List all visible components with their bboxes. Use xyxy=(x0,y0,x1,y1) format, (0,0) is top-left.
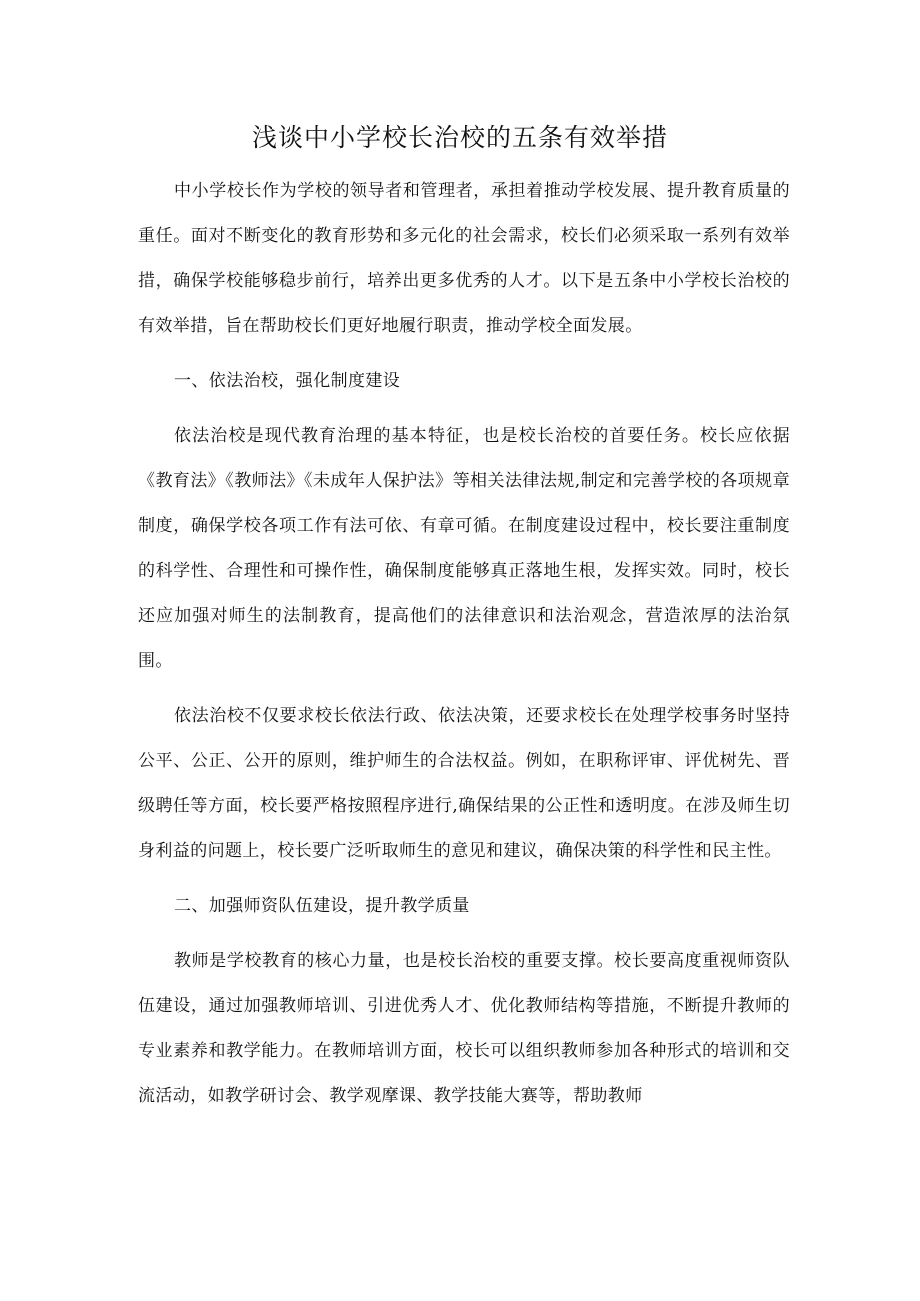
section-2-paragraph-1: 教师是学校教育的核心力量，也是校长治校的重要支撑。校长要高度重视师资队伍建设，通过加强教师培训、引进优秀人才、优化教师结构等措施，不断提升教师的专业素养和教学能力。在教师培训方面，校长可以组织教师参加各种形式的培训和交流活动，如教学研讨会、教学观摩课、教学技能大赛等，帮助教师 xyxy=(138,951,790,1106)
section-1-paragraph-1: 依法治校是现代教育治理的基本特征，也是校长治校的首要任务。校长应依据《教育法》《教师法》《未成年人保护法》等相关法律法规,制定和完善学校的各项规章制度，确保学校各项工作有法可依、有章可循。在制度建设过程中，校长要注重制度的科学性、合理性和可操作性，确保制度能够真正落地生根，发挥实效。同时，校长还应加强对师生的法制教育，提高他们的法律意识和法治观念，营造浓厚的法治氛围。 xyxy=(138,426,790,671)
section-1-paragraph-2: 依法治校不仅要求校长依法行政、依法决策，还要求校长在处理学校事务时坚持公平、公正、公开的原则，维护师生的合法权益。例如，在职称评审、评优树先、晋级聘任等方面，校长要严格按照程序进行,确保结果的公正性和透明度。在涉及师生切身利益的问题上，校长要广泛听取师生的意见和建议，确保决策的科学性和民主性。 xyxy=(138,706,790,861)
intro-paragraph: 中小学校长作为学校的领导者和管理者，承担着推动学校发展、提升教育质量的重任。面对不断变化的教育形势和多元化的社会需求，校长们必须采取一系列有效举措，确保学校能够稳步前行，培养出更多优秀的人才。以下是五条中小学校长治校的有效举措，旨在帮助校长们更好地履行职责，推动学校全面发展。 xyxy=(138,181,790,336)
section-heading-1: 一、依法治校，强化制度建设 xyxy=(174,371,401,391)
document-body xyxy=(138,169,790,1129)
section-heading-2: 二、加强师资队伍建设，提升教学质量 xyxy=(174,896,470,916)
document-title: 浅谈中小学校长治校的五条有效举措 xyxy=(251,123,668,152)
